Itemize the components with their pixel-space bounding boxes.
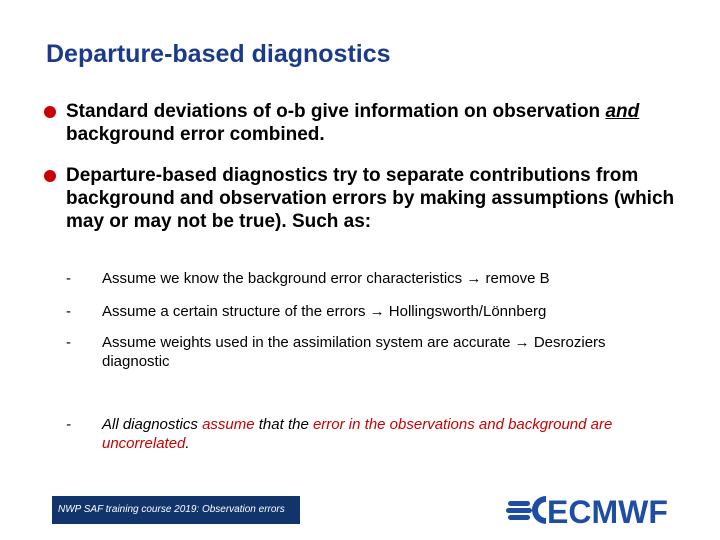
ecmwf-logo [506, 492, 674, 528]
logo-wordmark: ECMWF [547, 494, 668, 528]
bullet-point-2 [44, 164, 684, 233]
sub-item-text-1: Assume we know the background error characteristics → remove B [102, 270, 550, 287]
sub-item-text-2: Assume a certain structure of the errors → Hollingsworth/Lönnberg [102, 303, 547, 320]
sub-item-text-4 [66, 415, 676, 453]
sub-item-1 [66, 269, 676, 288]
final-part-1: All diagnostics [102, 416, 203, 433]
final-part-4-highlight: error in the observations and background are uncorrelated [102, 416, 613, 452]
bullet-dot-icon [44, 106, 56, 118]
bullet-1-emphasis: and [605, 101, 640, 122]
bullet-1-post: background error combined. [66, 124, 325, 145]
final-part-2-highlight: assume [202, 416, 255, 433]
dash-marker: - [66, 416, 71, 433]
bullet-dot-icon [44, 170, 56, 182]
footer-text: NWP SAF training course 2019: Observation errors [58, 504, 285, 515]
sub-item-4 [66, 415, 676, 453]
slide-title: Departure-based diagnostics [46, 40, 391, 68]
dash-marker: - [66, 334, 71, 351]
dash-marker: - [66, 270, 71, 287]
bullet-point-1 [44, 100, 684, 146]
sub-item-text-3: Assume weights used in the assimilation system are accurate → Desroziers diagnostic [102, 334, 606, 370]
bullet-text-1 [44, 100, 684, 146]
sub-item-3 [66, 333, 676, 371]
final-part-3: that the [254, 416, 313, 433]
bullet-1-pre: Standard deviations of o-b give information on observation [66, 101, 606, 122]
final-part-5: . [185, 435, 190, 452]
bullet-text-2: Departure-based diagnostics try to separate contributions from background and observation errors by making assumptions (which may or may not be true). Such as: [66, 165, 675, 232]
sub-item-2 [66, 302, 676, 321]
dash-marker: - [66, 303, 71, 320]
footer-bar [52, 496, 300, 524]
